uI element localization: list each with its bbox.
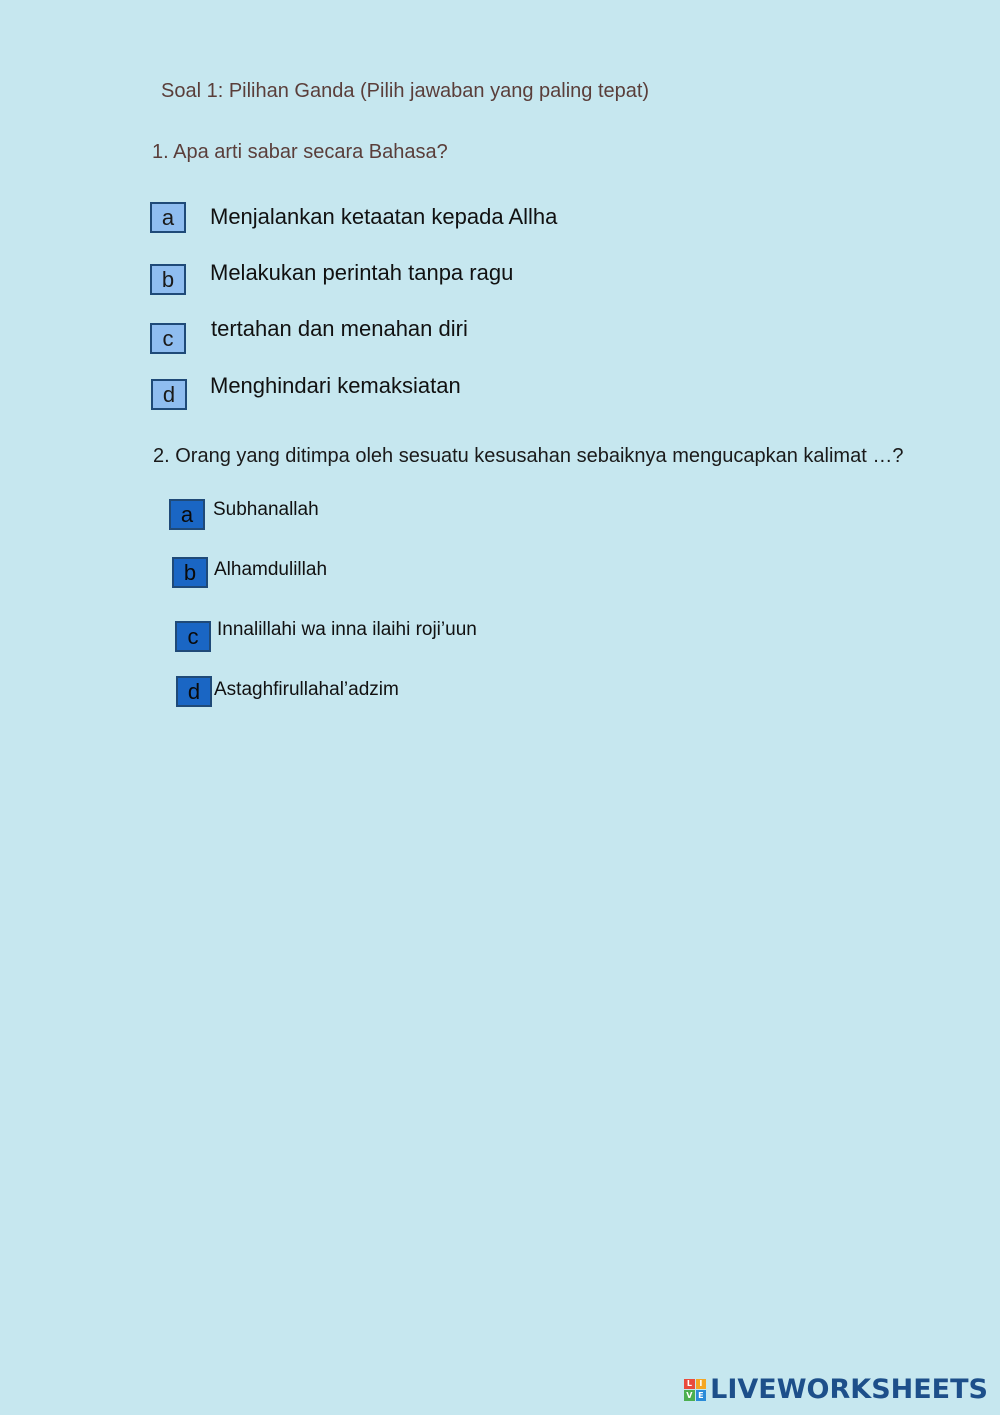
q2-option-a-box[interactable]: a — [169, 499, 205, 530]
liveworksheets-logo-icon — [684, 1379, 706, 1401]
q1-option-a-text: Menjalankan ketaatan kepada Allha — [210, 204, 558, 229]
q1-option-c-box[interactable]: c — [150, 323, 186, 354]
q1-option-a-box[interactable]: a — [150, 202, 186, 233]
logo-letter-i: I — [696, 1379, 707, 1390]
q1-option-d-text: Menghindari kemaksiatan — [210, 373, 461, 398]
q2-option-a-text: Subhanallah — [213, 499, 319, 520]
q2-option-c-text: Innalillahi wa inna ilaihi roji’uun — [217, 619, 477, 640]
q2-option-b-box[interactable]: b — [172, 557, 208, 588]
q1-option-c-text: tertahan dan menahan diri — [211, 316, 468, 341]
q2-option-d-text: Astaghfirullahal’adzim — [214, 679, 399, 700]
q1-option-d-box[interactable]: d — [151, 379, 187, 410]
q2-option-c-box[interactable]: c — [175, 621, 211, 652]
q1-option-b-box[interactable]: b — [150, 264, 186, 295]
liveworksheets-wordmark: LIVEWORKSHEETS — [710, 1374, 988, 1405]
q1-option-b-text: Melakukan perintah tanpa ragu — [210, 260, 514, 285]
logo-letter-e: E — [696, 1390, 707, 1401]
liveworksheets-brand — [684, 1374, 988, 1405]
logo-letter-l: L — [684, 1379, 695, 1390]
section-title: Soal 1: Pilihan Ganda (Pilih jawaban yang paling tepat) — [161, 80, 650, 102]
logo-letter-v: V — [684, 1390, 695, 1401]
q2-option-d-box[interactable]: d — [176, 676, 212, 707]
q2-option-b-text: Alhamdulillah — [214, 559, 328, 580]
question-1-text: 1. Apa arti sabar secara Bahasa? — [152, 141, 448, 163]
question-2-text: 2. Orang yang ditimpa oleh sesuatu kesusahan sebaiknya mengucapkan kalimat …? — [153, 445, 904, 467]
